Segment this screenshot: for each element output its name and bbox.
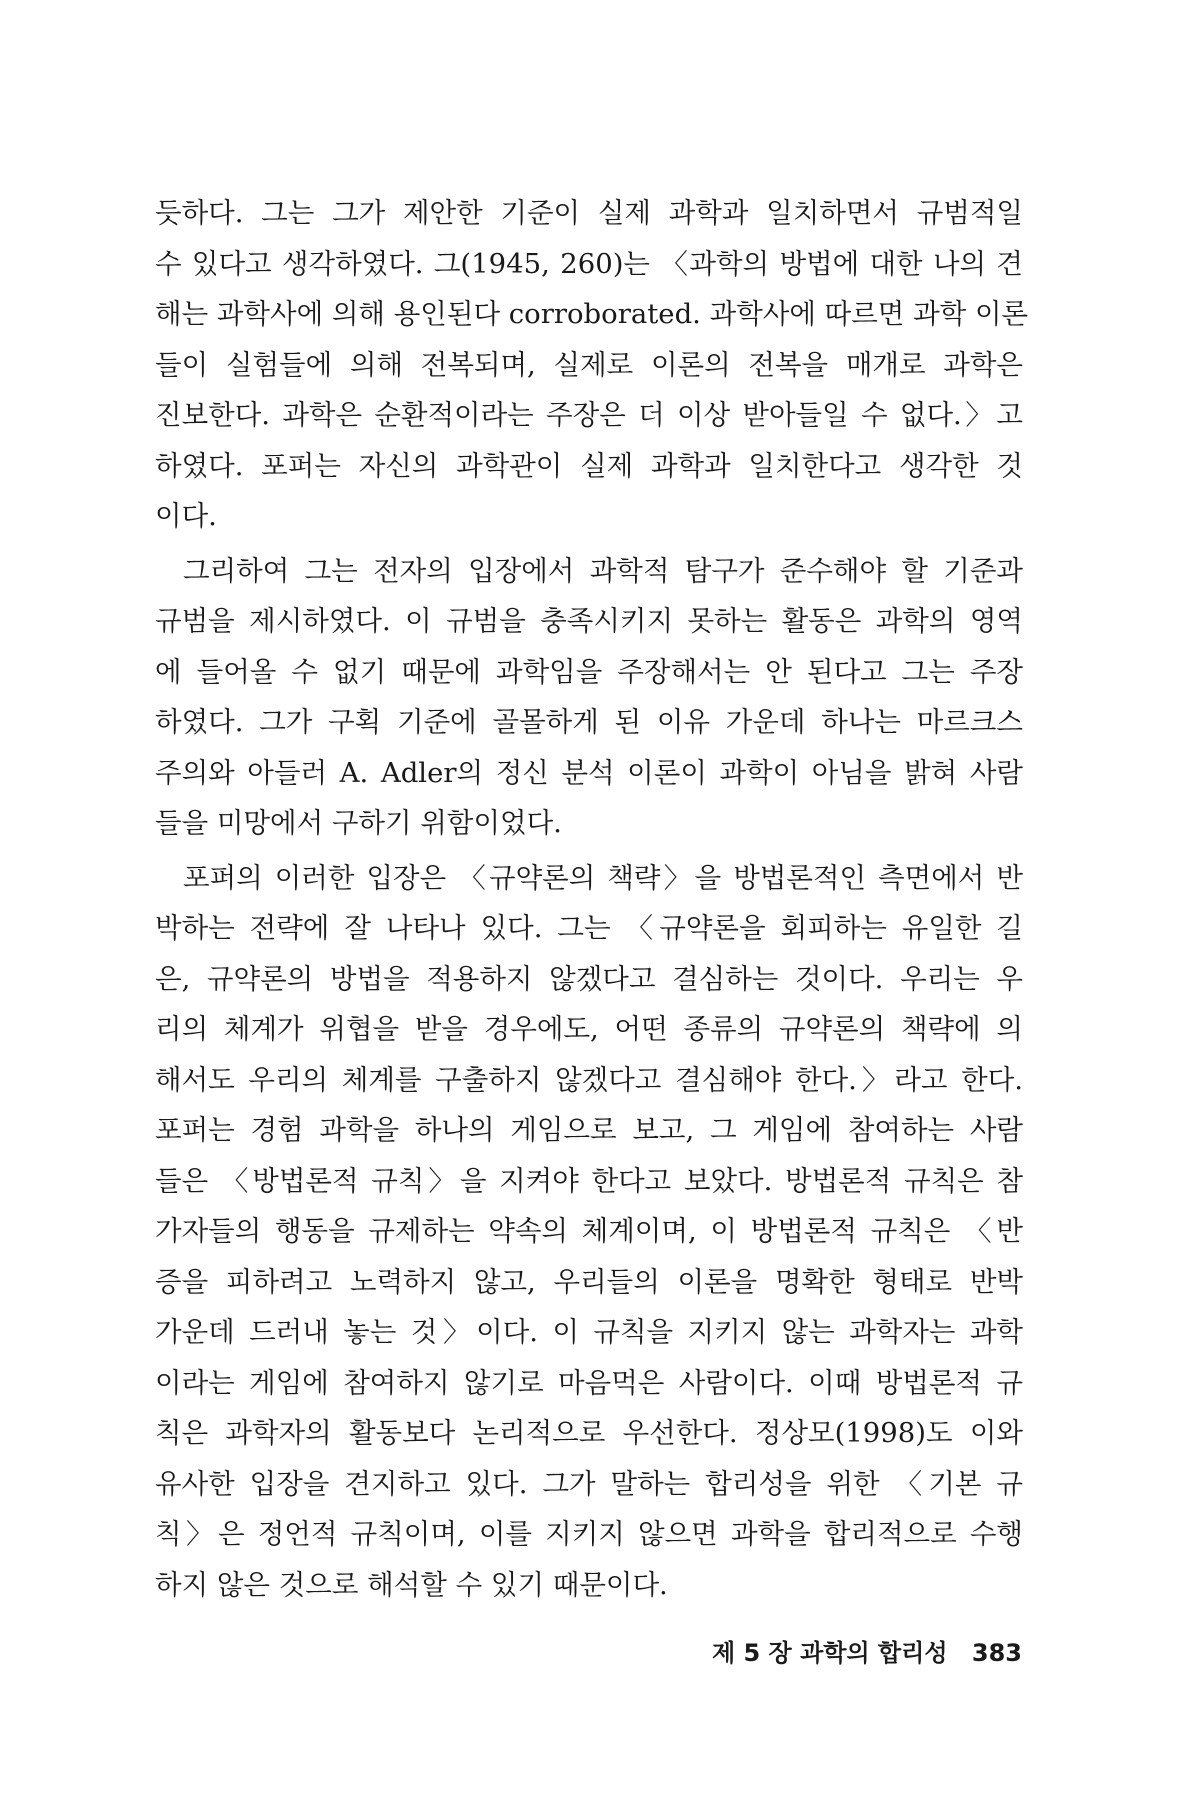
text-line: 수 있다고 생각하였다. 그(1945, 260)는 〈과학의 방법에 대한 나의 견 [155,247,1023,280]
text-line: 가자들의 행동을 규제하는 약속의 체계이며, 이 방법론적 규칙은 〈반 [155,1215,1023,1247]
text-line: 증을 피하려고 노력하지 않고, 우리들의 이론을 명확한 형태로 반박 [155,1265,1023,1298]
text-line: 진보한다. 과학은 순환적이라는 주장은 더 이상 받아들일 수 없다.〉고 [155,399,1023,431]
text-line: 들은 〈방법론적 규칙〉을 지켜야 한다고 보았다. 방법론적 규칙은 참 [155,1164,1023,1197]
text-line: 그리하여 그는 전자의 입장에서 과학적 탐구가 준수해야 할 기준과 [183,554,1023,587]
text-line: 에 들어올 수 없기 때문에 과학임을 주장해서는 안 된다고 그는 주장 [155,655,1023,688]
text-line: 해는 과학사에 의해 용인된다 corroborated. 과학사에 따르면 과학 이론 [155,298,1029,330]
text-line: 이다. [155,500,217,532]
body-text [155,188,1029,1610]
text-line: 하였다. 그가 구획 기준에 골몰하게 된 이유 가운데 하나는 마르크스 [155,706,1023,738]
text-line: 포퍼는 경험 과학을 하나의 게임으로 보고, 그 게임에 참여하는 사람 [155,1114,1023,1146]
text-line: 은, 규약론의 방법을 적용하지 않겠다고 결심하는 것이다. 우리는 우 [155,962,1023,995]
text-line: 가운데 드러내 놓는 것〉이다. 이 규칙을 지키지 않는 과학자는 과학 [155,1316,1023,1348]
page-number: 383 [971,1639,1022,1667]
text-line: 박하는 전략에 잘 나타나 있다. 그는 〈규약론을 회피하는 유일한 길 [155,912,1023,944]
text-line: 주의와 아들러 A. Adler의 정신 분석 이론이 과학이 아님을 밝혀 사람 [155,756,1023,789]
text-line: 들을 미망에서 구하기 위함이었다. [155,807,562,839]
text-line: 들이 실험들에 의해 전복되며, 실제로 이론의 전복을 매개로 과학은 [155,348,1023,381]
text-line: 듯하다. 그는 그가 제안한 기준이 실제 과학과 일치하면서 규범적일 [155,197,1023,229]
chapter-title: 제 5 장 과학의 합리성 [711,1639,948,1667]
text-line: 칙〉은 정언적 규칙이며, 이를 지키지 않으면 과학을 합리적으로 수행 [155,1518,1023,1550]
text-line: 이라는 게임에 참여하지 않기로 마음먹은 사람이다. 이때 방법론적 규 [155,1366,1023,1399]
text-line: 해서도 우리의 체계를 구출하지 않겠다고 결심해야 한다.〉라고 한다. [155,1063,1023,1096]
text-line: 포퍼의 이러한 입장은 〈규약론의 책략〉을 방법론적인 측면에서 반 [183,861,1023,894]
text-line: 칙은 과학자의 활동보다 논리적으로 우선한다. 정상모(1998)도 이와 [155,1417,1023,1449]
text-line: 리의 체계가 위협을 받을 경우에도, 어떤 종류의 규약론의 책략에 의 [155,1013,1023,1045]
page-footer [712,1633,1022,1668]
text-line: 하지 않은 것으로 해석할 수 있기 때문이다. [155,1568,668,1601]
text-line: 하였다. 포퍼는 자신의 과학관이 실제 과학과 일치한다고 생각한 것 [155,449,1023,482]
text-line: 규범을 제시하였다. 이 규범을 충족시키지 못하는 활동은 과학의 영역 [155,605,1023,637]
text-line: 유사한 입장을 견지하고 있다. 그가 말하는 합리성을 위한 〈기본 규 [155,1467,1023,1500]
